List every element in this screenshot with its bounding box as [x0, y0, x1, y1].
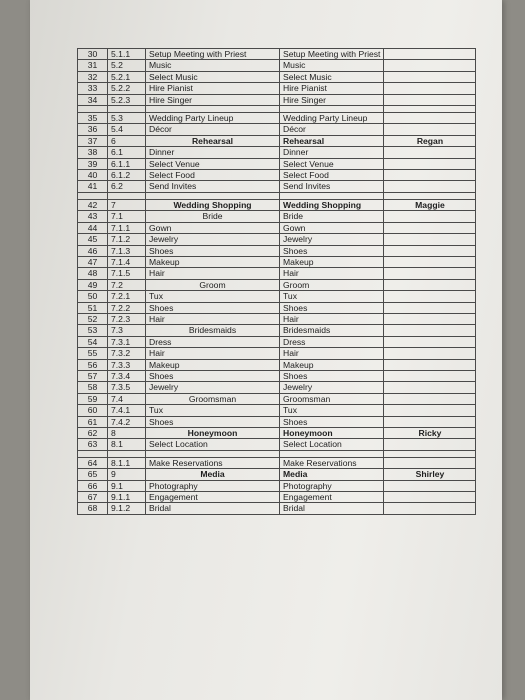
deliverable-cell: Send Invites [280, 181, 384, 192]
task-name-cell: Dinner [146, 147, 280, 158]
task-name-cell: Makeup [146, 359, 280, 370]
deliverable-cell: Hair [280, 313, 384, 324]
deliverable-cell: Shoes [280, 370, 384, 381]
table-row [78, 268, 476, 279]
wbs-code-cell: 5.2.2 [108, 83, 146, 94]
row-number-cell: 39 [78, 158, 108, 169]
owner-cell: Shirley [384, 469, 476, 480]
owner-cell [384, 234, 476, 245]
row-number-cell: 50 [78, 291, 108, 302]
row-number-cell: 49 [78, 279, 108, 290]
deliverable-cell: Make Reservations [280, 457, 384, 468]
wbs-code-cell: 9.1.2 [108, 503, 146, 514]
table-row [78, 370, 476, 381]
wbs-table-body [78, 49, 476, 515]
task-name-cell: Bridesmaids [146, 325, 280, 336]
deliverable-cell: Music [280, 60, 384, 71]
owner-cell [384, 181, 476, 192]
table-row [78, 492, 476, 503]
row-number-cell: 30 [78, 49, 108, 60]
deliverable-cell: Bride [280, 211, 384, 222]
table-row [78, 480, 476, 491]
row-number-cell: 64 [78, 457, 108, 468]
table-row [78, 393, 476, 404]
deliverable-cell: Select Location [280, 439, 384, 450]
table-row [78, 313, 476, 324]
wbs-code-cell: 7.2.2 [108, 302, 146, 313]
deliverable-cell: Hair [280, 348, 384, 359]
table-row [78, 359, 476, 370]
row-number-cell: 66 [78, 480, 108, 491]
wbs-code-cell: 5.3 [108, 113, 146, 124]
table-row [78, 245, 476, 256]
wbs-code-cell: 7.4 [108, 393, 146, 404]
table-row [78, 211, 476, 222]
table-row [78, 302, 476, 313]
row-number-cell: 58 [78, 382, 108, 393]
wbs-code-cell: 7.3.4 [108, 370, 146, 381]
paper-sheet [30, 0, 502, 700]
row-number-cell: 45 [78, 234, 108, 245]
task-name-cell: Bridal [146, 503, 280, 514]
owner-cell [384, 492, 476, 503]
owner-cell: Ricky [384, 428, 476, 439]
row-number-cell: 40 [78, 170, 108, 181]
owner-cell [384, 245, 476, 256]
table-row [78, 325, 476, 336]
owner-cell [384, 405, 476, 416]
table-spacer-row [78, 106, 476, 113]
spacer-cell [146, 450, 280, 457]
deliverable-cell: Bridesmaids [280, 325, 384, 336]
task-name-cell: Décor [146, 124, 280, 135]
table-row [78, 71, 476, 82]
row-number-cell: 41 [78, 181, 108, 192]
task-name-cell: Makeup [146, 256, 280, 267]
row-number-cell: 51 [78, 302, 108, 313]
owner-cell [384, 60, 476, 71]
table-row [78, 348, 476, 359]
wbs-code-cell: 7.2.3 [108, 313, 146, 324]
row-number-cell: 48 [78, 268, 108, 279]
wbs-code-cell: 7 [108, 199, 146, 210]
task-name-cell: Setup Meeting with Priest [146, 49, 280, 60]
row-number-cell: 36 [78, 124, 108, 135]
row-number-cell: 62 [78, 428, 108, 439]
table-row [78, 60, 476, 71]
wbs-code-cell: 9 [108, 469, 146, 480]
deliverable-cell: Jewelry [280, 382, 384, 393]
table-spacer-row [78, 192, 476, 199]
wbs-code-cell: 6 [108, 135, 146, 146]
task-name-cell: Gown [146, 222, 280, 233]
wbs-code-cell: 7.1.3 [108, 245, 146, 256]
table-row [78, 256, 476, 267]
deliverable-cell: Photography [280, 480, 384, 491]
table-row [78, 147, 476, 158]
row-number-cell: 52 [78, 313, 108, 324]
owner-cell [384, 94, 476, 105]
owner-cell [384, 49, 476, 60]
task-name-cell: Select Venue [146, 158, 280, 169]
task-name-cell: Jewelry [146, 382, 280, 393]
wbs-code-cell: 7.4.1 [108, 405, 146, 416]
deliverable-cell: Bridal [280, 503, 384, 514]
table-row [78, 279, 476, 290]
wbs-code-cell: 7.4.2 [108, 416, 146, 427]
owner-cell [384, 439, 476, 450]
owner-cell [384, 416, 476, 427]
wbs-code-cell: 5.2.3 [108, 94, 146, 105]
wbs-code-cell: 5.2.1 [108, 71, 146, 82]
owner-cell: Maggie [384, 199, 476, 210]
row-number-cell: 33 [78, 83, 108, 94]
wbs-code-cell: 9.1.1 [108, 492, 146, 503]
table-row [78, 83, 476, 94]
deliverable-cell: Honeymoon [280, 428, 384, 439]
row-number-cell: 42 [78, 199, 108, 210]
task-name-cell: Shoes [146, 370, 280, 381]
row-number-cell: 38 [78, 147, 108, 158]
deliverable-cell: Wedding Party Lineup [280, 113, 384, 124]
owner-cell [384, 211, 476, 222]
deliverable-cell: Jewelry [280, 234, 384, 245]
deliverable-cell: Rehearsal [280, 135, 384, 146]
owner-cell [384, 256, 476, 267]
owner-cell [384, 268, 476, 279]
task-name-cell: Music [146, 60, 280, 71]
row-number-cell: 46 [78, 245, 108, 256]
owner-cell [384, 170, 476, 181]
wbs-code-cell: 7.2.1 [108, 291, 146, 302]
deliverable-cell: Shoes [280, 416, 384, 427]
task-name-cell: Wedding Shopping [146, 199, 280, 210]
table-row [78, 469, 476, 480]
spacer-cell [78, 192, 108, 199]
row-number-cell: 56 [78, 359, 108, 370]
task-name-cell: Honeymoon [146, 428, 280, 439]
row-number-cell: 31 [78, 60, 108, 71]
task-name-cell: Shoes [146, 245, 280, 256]
owner-cell [384, 457, 476, 468]
spacer-cell [108, 450, 146, 457]
task-name-cell: Hair [146, 313, 280, 324]
deliverable-cell: Shoes [280, 245, 384, 256]
deliverable-cell: Wedding Shopping [280, 199, 384, 210]
deliverable-cell: Groomsman [280, 393, 384, 404]
task-name-cell: Shoes [146, 302, 280, 313]
owner-cell [384, 336, 476, 347]
deliverable-cell: Décor [280, 124, 384, 135]
table-row [78, 135, 476, 146]
task-name-cell: Dress [146, 336, 280, 347]
wbs-code-cell: 7.1.5 [108, 268, 146, 279]
row-number-cell: 63 [78, 439, 108, 450]
task-name-cell: Send Invites [146, 181, 280, 192]
spacer-cell [108, 106, 146, 113]
task-name-cell: Photography [146, 480, 280, 491]
deliverable-cell: Hire Pianist [280, 83, 384, 94]
deliverable-cell: Groom [280, 279, 384, 290]
wbs-code-cell: 6.1 [108, 147, 146, 158]
spacer-cell [384, 192, 476, 199]
table-row [78, 199, 476, 210]
task-name-cell: Shoes [146, 416, 280, 427]
task-name-cell: Select Music [146, 71, 280, 82]
deliverable-cell: Hair [280, 268, 384, 279]
owner-cell [384, 393, 476, 404]
row-number-cell: 47 [78, 256, 108, 267]
wbs-code-cell: 7.1.2 [108, 234, 146, 245]
table-row [78, 124, 476, 135]
owner-cell [384, 71, 476, 82]
table-row [78, 94, 476, 105]
wbs-code-cell: 8.1.1 [108, 457, 146, 468]
spacer-cell [384, 450, 476, 457]
task-name-cell: Tux [146, 291, 280, 302]
owner-cell [384, 147, 476, 158]
task-name-cell: Hair [146, 268, 280, 279]
table-row [78, 428, 476, 439]
row-number-cell: 67 [78, 492, 108, 503]
deliverable-cell: Engagement [280, 492, 384, 503]
deliverable-cell: Tux [280, 405, 384, 416]
table-row [78, 503, 476, 514]
owner-cell: Regan [384, 135, 476, 146]
wbs-table [77, 48, 476, 515]
row-number-cell: 59 [78, 393, 108, 404]
deliverable-cell: Tux [280, 291, 384, 302]
wbs-code-cell: 8.1 [108, 439, 146, 450]
row-number-cell: 44 [78, 222, 108, 233]
owner-cell [384, 503, 476, 514]
deliverable-cell: Dress [280, 336, 384, 347]
wbs-code-cell: 6.2 [108, 181, 146, 192]
deliverable-cell: Media [280, 469, 384, 480]
row-number-cell: 37 [78, 135, 108, 146]
table-row [78, 158, 476, 169]
row-number-cell: 43 [78, 211, 108, 222]
owner-cell [384, 359, 476, 370]
row-number-cell: 54 [78, 336, 108, 347]
wbs-code-cell: 7.3 [108, 325, 146, 336]
table-row [78, 382, 476, 393]
owner-cell [384, 370, 476, 381]
spacer-cell [280, 106, 384, 113]
deliverable-cell: Select Food [280, 170, 384, 181]
table-row [78, 234, 476, 245]
wbs-code-cell: 7.1.4 [108, 256, 146, 267]
row-number-cell: 55 [78, 348, 108, 359]
task-name-cell: Engagement [146, 492, 280, 503]
deliverable-cell: Makeup [280, 256, 384, 267]
deliverable-cell: Select Venue [280, 158, 384, 169]
wbs-code-cell: 8 [108, 428, 146, 439]
table-row [78, 457, 476, 468]
table-row [78, 181, 476, 192]
table-spacer-row [78, 450, 476, 457]
task-name-cell: Groomsman [146, 393, 280, 404]
row-number-cell: 57 [78, 370, 108, 381]
row-number-cell: 65 [78, 469, 108, 480]
task-name-cell: Hair [146, 348, 280, 359]
task-name-cell: Wedding Party Lineup [146, 113, 280, 124]
owner-cell [384, 348, 476, 359]
wbs-code-cell: 6.1.2 [108, 170, 146, 181]
owner-cell [384, 279, 476, 290]
owner-cell [384, 325, 476, 336]
row-number-cell: 68 [78, 503, 108, 514]
spacer-cell [146, 106, 280, 113]
deliverable-cell: Setup Meeting with Priest [280, 49, 384, 60]
table-row [78, 336, 476, 347]
wbs-code-cell: 5.2 [108, 60, 146, 71]
table-row [78, 113, 476, 124]
owner-cell [384, 302, 476, 313]
task-name-cell: Make Reservations [146, 457, 280, 468]
row-number-cell: 53 [78, 325, 108, 336]
task-name-cell: Select Location [146, 439, 280, 450]
task-name-cell: Hire Pianist [146, 83, 280, 94]
task-name-cell: Media [146, 469, 280, 480]
owner-cell [384, 83, 476, 94]
spacer-cell [108, 192, 146, 199]
spacer-cell [280, 192, 384, 199]
owner-cell [384, 222, 476, 233]
spacer-cell [384, 106, 476, 113]
task-name-cell: Bride [146, 211, 280, 222]
owner-cell [384, 313, 476, 324]
table-row [78, 439, 476, 450]
spacer-cell [78, 106, 108, 113]
row-number-cell: 35 [78, 113, 108, 124]
table-row [78, 49, 476, 60]
owner-cell [384, 124, 476, 135]
task-name-cell: Hire Singer [146, 94, 280, 105]
deliverable-cell: Shoes [280, 302, 384, 313]
spacer-cell [280, 450, 384, 457]
owner-cell [384, 158, 476, 169]
wbs-code-cell: 7.3.1 [108, 336, 146, 347]
deliverable-cell: Select Music [280, 71, 384, 82]
wbs-code-cell: 5.1.1 [108, 49, 146, 60]
task-name-cell: Tux [146, 405, 280, 416]
task-name-cell: Jewelry [146, 234, 280, 245]
row-number-cell: 61 [78, 416, 108, 427]
table-row [78, 416, 476, 427]
row-number-cell: 34 [78, 94, 108, 105]
wbs-code-cell: 7.1 [108, 211, 146, 222]
owner-cell [384, 382, 476, 393]
task-name-cell: Select Food [146, 170, 280, 181]
wbs-code-cell: 7.3.3 [108, 359, 146, 370]
wbs-code-cell: 9.1 [108, 480, 146, 491]
wbs-code-cell: 7.1.1 [108, 222, 146, 233]
table-row [78, 170, 476, 181]
deliverable-cell: Hire Singer [280, 94, 384, 105]
task-name-cell: Groom [146, 279, 280, 290]
owner-cell [384, 480, 476, 491]
wbs-code-cell: 7.2 [108, 279, 146, 290]
wbs-code-cell: 7.3.2 [108, 348, 146, 359]
wbs-code-cell: 7.3.5 [108, 382, 146, 393]
deliverable-cell: Gown [280, 222, 384, 233]
table-row [78, 222, 476, 233]
task-name-cell: Rehearsal [146, 135, 280, 146]
deliverable-cell: Makeup [280, 359, 384, 370]
row-number-cell: 32 [78, 71, 108, 82]
spacer-cell [78, 450, 108, 457]
wbs-code-cell: 6.1.1 [108, 158, 146, 169]
table-row [78, 291, 476, 302]
deliverable-cell: Dinner [280, 147, 384, 158]
row-number-cell: 60 [78, 405, 108, 416]
table-row [78, 405, 476, 416]
owner-cell [384, 113, 476, 124]
spacer-cell [146, 192, 280, 199]
owner-cell [384, 291, 476, 302]
wbs-code-cell: 5.4 [108, 124, 146, 135]
